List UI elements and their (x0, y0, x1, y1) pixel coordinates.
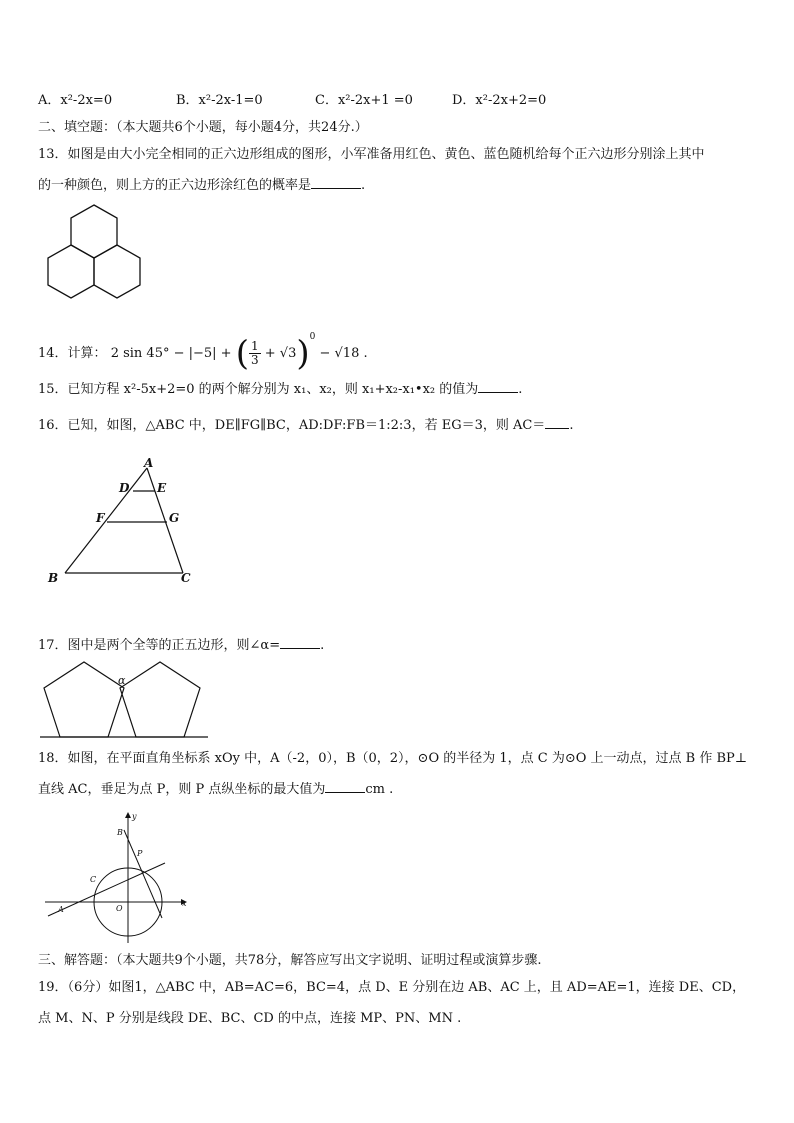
side-ab (65, 468, 147, 573)
q14-expr-b: − √18 (319, 346, 360, 361)
answer-blank (311, 176, 361, 189)
coordinate-figure (40, 808, 190, 948)
q13-line1: 13．如图是由大小完全相同的正六边形组成的图形，小军准备用红色、黄色、蓝色随机给每个正六边形分别涂上其中 (38, 147, 705, 162)
label-y: y (132, 812, 137, 821)
option-d: D．x²-2x+2=0 (452, 93, 547, 108)
fraction (249, 340, 261, 367)
q14-prefix: 14．计算： (38, 346, 107, 361)
label-x: x (182, 899, 187, 908)
q17-end: . (320, 638, 325, 653)
option-b: B．x²-2x-1=0 (176, 93, 263, 108)
q16-line (38, 416, 573, 435)
q16-end: . (569, 418, 574, 433)
left-paren: ( (235, 333, 249, 374)
pentagon-figure (40, 660, 210, 740)
hexagon-figure (40, 202, 150, 302)
line-ac (48, 863, 165, 916)
label-f: F (96, 511, 105, 525)
option-c: C．x²-2x+1 =0 (315, 93, 413, 108)
label-d: D (119, 481, 130, 495)
q15-end: . (518, 382, 523, 397)
answer-blank (478, 380, 518, 393)
q15-line (38, 380, 522, 399)
label-p: P (137, 849, 143, 858)
pentagon-left (44, 662, 124, 737)
label-a: A (144, 456, 154, 470)
q16-text: 16．已知，如图，△ABC 中，DE∥FG∥BC，AD:DF:FB＝1:2:3，若 EG＝3，则 AC＝ (38, 418, 546, 433)
label-e: E (157, 481, 167, 495)
alpha-label: α (118, 674, 126, 687)
q13-end: . (361, 178, 366, 193)
label-o: O (116, 904, 123, 913)
q14-end: . (363, 346, 368, 361)
q17-text: 17．图中是两个全等的正五边形，则∠α= (38, 638, 281, 653)
q19-line1: 19．（6分）如图1，△ABC 中，AB=AC=6，BC=4，点 D、E 分别在边 AB、AC 上，且 AD=AE=1，连接 DE、CD， (38, 980, 746, 995)
label-c: C (181, 571, 191, 585)
answer-blank (325, 780, 365, 793)
q18-text: 直线 AC，垂足为点 P，则 P 点纵坐标的最大值为 (38, 782, 326, 797)
q17-line (38, 636, 324, 655)
section-3-heading: 三、解答题：（本大题共9个小题，共78分，解答应写出文字说明、证明过程或演算步骤. (38, 953, 542, 968)
q19-line2: 点 M、N、P 分别是线段 DE、BC、CD 的中点，连接 MP、PN、MN . (38, 1011, 462, 1026)
hexagon-right (94, 245, 140, 298)
hexagon-top (71, 205, 117, 258)
fraction-numerator: 1 (250, 339, 259, 353)
label-c: C (90, 875, 97, 884)
section-2-heading: 二、填空题：（本大题共6个小题，每小题4分，共24分.） (38, 120, 368, 135)
q13-line2 (38, 176, 365, 195)
q18-line1: 18．如图，在平面直角坐标系 xOy 中，A（-2，0），B（0，2），⊙O 的半径为 1，点 C 为⊙O 上一动点，过点 B 作 BP⊥ (38, 751, 748, 766)
label-g: G (169, 511, 180, 525)
q14-sqrt3: + √3 (264, 346, 297, 361)
triangle-figure (40, 455, 200, 590)
pentagon-right (120, 662, 200, 737)
fraction-denominator: 3 (250, 353, 259, 367)
q13-text: 的一种颜色，则上方的正六边形涂红色的概率是 (38, 178, 312, 193)
label-b: B (117, 828, 123, 837)
option-a: A．x²-2x=0 (38, 93, 113, 108)
q18-unit: cm . (365, 782, 394, 797)
q14-line (38, 322, 368, 374)
q14-expr-a: 2 sin 45° − |−5| + (110, 346, 232, 361)
q14-exponent: 0 (309, 332, 316, 342)
answer-blank (545, 416, 569, 429)
label-a: A (58, 905, 64, 914)
q18-line2 (38, 780, 393, 799)
line-bp (124, 830, 162, 918)
q15-text: 15．已知方程 x²-5x+2=0 的两个解分别为 x₁、x₂，则 x₁+x₂-x₁•x₂ 的值为 (38, 382, 479, 397)
hexagon-left (48, 245, 94, 298)
label-b: B (48, 571, 59, 585)
answer-blank (280, 636, 320, 649)
right-paren: ) (296, 333, 310, 374)
